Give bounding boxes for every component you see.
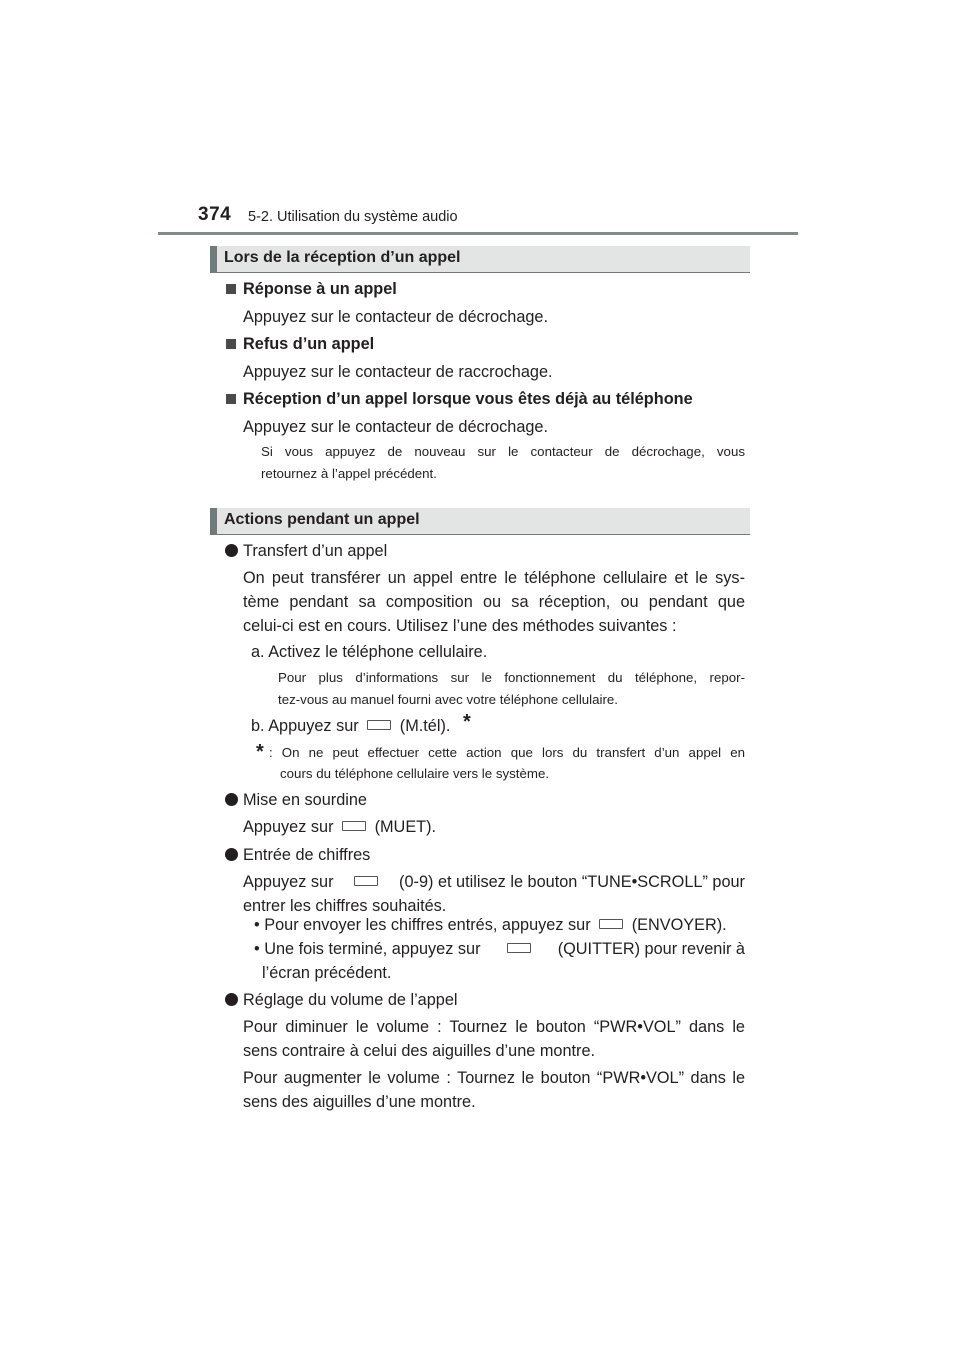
step-note: Pour plus d’informations sur le fonctionnement du téléphone, repor- — [278, 670, 745, 685]
instruction-text: Appuyez sur le contacteur de décrochage. — [243, 308, 549, 326]
quit-button-icon — [507, 943, 531, 953]
paragraph-line: On peut transférer un appel entre le téléphone cellulaire et le sys- — [243, 569, 745, 587]
paragraph-line: celui-ci est en cours. Utilisez l’une des méthodes suivantes : — [243, 617, 677, 635]
send-button-icon — [599, 919, 623, 929]
bullet-text: • Une fois terminé, appuyez sur — [254, 940, 481, 958]
bullet-text: • Pour envoyer les chiffres entrés, appuyez sur — [254, 916, 591, 934]
page-number: 374 — [198, 204, 232, 225]
mute-label: (MUET). — [374, 818, 437, 836]
bullet-label: (QUITTER) pour revenir à — [557, 940, 745, 958]
section-heading-title: Actions pendant un appel — [224, 511, 420, 528]
footnote-text: cours du téléphone cellulaire vers le système. — [280, 766, 550, 781]
subheading-reject-call: Refus d’un appel — [243, 335, 375, 353]
footnote-text: : On ne peut effectuer cette action que lors du transfert d’un appel en — [269, 745, 745, 760]
round-bullet-icon — [225, 793, 238, 806]
instruction-text: Appuyez sur le contacteur de décrochage. — [243, 418, 549, 436]
mute-text: Appuyez sur — [243, 818, 334, 836]
header-rule — [158, 232, 798, 235]
section-heading-marker — [210, 508, 217, 535]
square-bullet-icon — [226, 339, 236, 349]
note-text: retournez à l’appel précédent. — [261, 466, 437, 481]
step-note: tez-vous au manuel fourni avec votre téléphone cellulaire. — [278, 692, 619, 707]
step-b-text: b. Appuyez sur — [251, 717, 359, 735]
subheading-call-waiting: Réception d’un appel lorsque vous êtes déjà au téléphone — [243, 390, 693, 408]
section-heading-title: Lors de la réception d’un appel — [224, 249, 461, 266]
digits-bullet — [254, 913, 727, 937]
step-a: a. Activez le téléphone cellulaire. — [251, 643, 488, 661]
digit-button-icon — [354, 876, 378, 886]
paragraph-line: Pour diminuer le volume : Tournez le bouton “PWR•VOL” dans le — [243, 1018, 745, 1036]
paragraph-line: sens des aiguilles d’une montre. — [243, 1093, 476, 1111]
round-bullet-icon — [225, 848, 238, 861]
step-b — [251, 714, 450, 738]
digits-heading: Entrée de chiffres — [243, 846, 371, 864]
asterisk-icon: * — [463, 711, 471, 733]
mute-instruction — [243, 815, 436, 839]
paragraph-line: sens contraire à celui des aiguilles d’une montre. — [243, 1042, 596, 1060]
volume-heading: Réglage du volume de l’appel — [243, 991, 458, 1009]
digits-text: Appuyez sur — [243, 873, 334, 891]
section-breadcrumb: 5-2. Utilisation du système audio — [248, 209, 458, 225]
digits-bullet-cont: l’écran précédent. — [262, 964, 392, 982]
subheading-answer-call: Réponse à un appel — [243, 280, 397, 298]
digits-text-cont: (0-9) et utilisez le bouton “TUNE•SCROLL” pour — [399, 873, 745, 891]
round-bullet-icon — [225, 544, 238, 557]
section-heading-bar — [210, 246, 750, 273]
footnote-asterisk-icon: * — [256, 741, 264, 763]
paragraph-line: Pour augmenter le volume : Tournez le bouton “PWR•VOL” dans le — [243, 1069, 745, 1087]
section-heading-marker — [210, 246, 217, 273]
paragraph-line: tème pendant sa composition ou sa réception, ou pendant que — [243, 593, 745, 611]
bullet-label: (ENVOYER). — [631, 916, 727, 934]
note-text: Si vous appuyez de nouveau sur le contacteur de décrochage, vous — [261, 444, 745, 459]
square-bullet-icon — [226, 394, 236, 404]
digits-line: entrer les chiffres souhaités. — [243, 897, 447, 915]
mute-heading: Mise en sourdine — [243, 791, 367, 809]
phone-button-icon — [367, 720, 391, 730]
digits-line — [243, 870, 745, 894]
section-heading-bar — [210, 508, 750, 535]
round-bullet-icon — [225, 993, 238, 1006]
digits-bullet — [254, 937, 745, 961]
transfer-heading: Transfert d’un appel — [243, 542, 388, 560]
step-b-label: (M.tél). — [399, 717, 451, 735]
square-bullet-icon — [226, 284, 236, 294]
mute-button-icon — [342, 821, 366, 831]
instruction-text: Appuyez sur le contacteur de raccrochage. — [243, 363, 553, 381]
